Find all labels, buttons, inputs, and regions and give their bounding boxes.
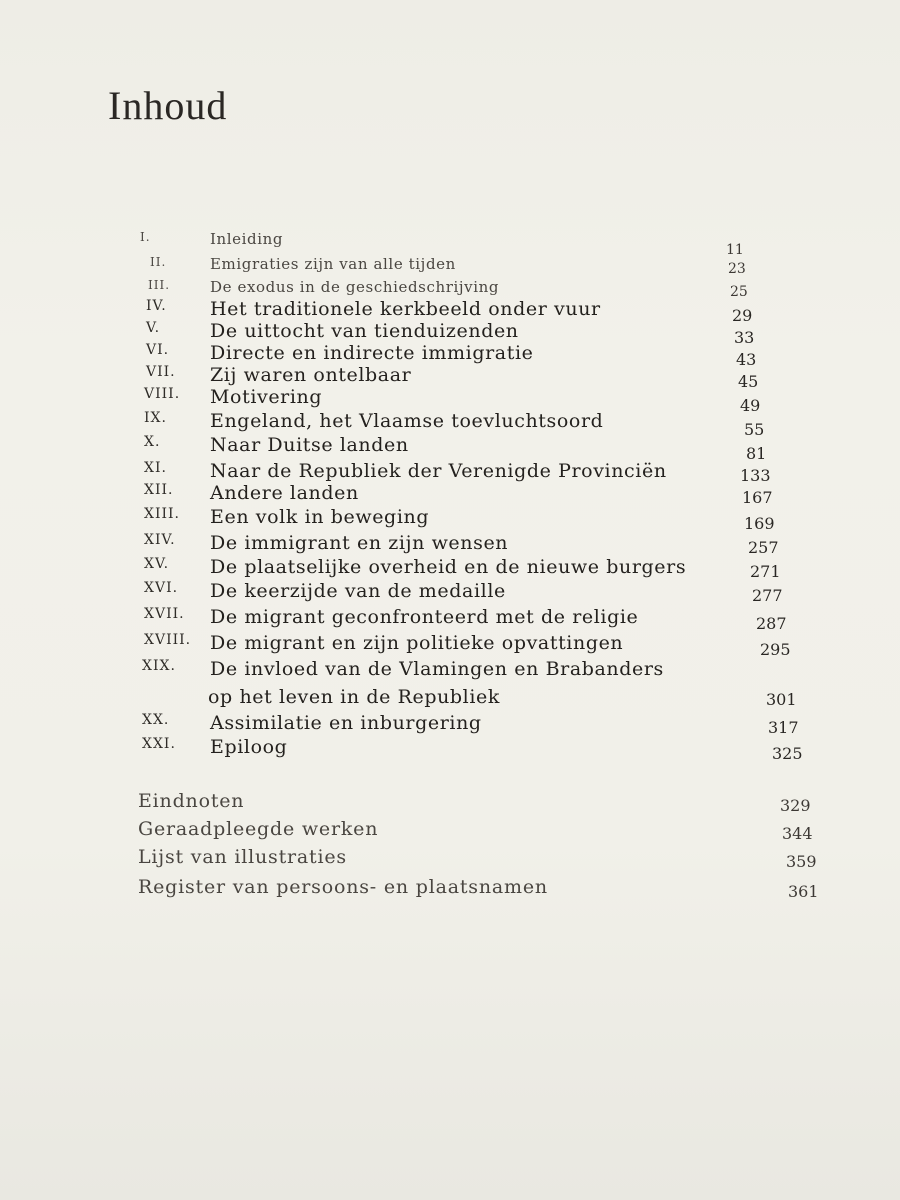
page-number: 43 [736,350,757,369]
chapter-title: Assimilatie en inburgering [210,712,482,734]
page-number: 257 [748,538,779,557]
chapter-number: XVI. [144,580,179,596]
chapter-title: Directe en indirecte immigratie [210,342,534,364]
page-number: 133 [740,466,771,485]
page-title: Inhoud [108,83,228,128]
chapter-title: Naar Duitse landen [210,434,409,456]
chapter-title: De migrant en zijn politieke opvattingen [210,632,624,654]
chapter-title: Andere landen [210,482,359,504]
page-number: 271 [750,562,781,581]
chapter-title: Epiloog [210,736,288,758]
chapter-number: IV. [146,298,167,314]
chapter-title: De migrant geconfronteerd met de religie [210,606,639,628]
chapter-title: Motivering [210,386,323,408]
chapter-number: VI. [146,342,170,358]
chapter-number: X. [144,434,161,450]
chapter-number: XIX. [142,658,176,674]
chapter-number: V. [146,320,161,336]
page-number: 49 [740,396,761,415]
page-number: 29 [732,306,753,325]
page-number: 23 [728,261,746,277]
chapter-title: Naar de Republiek der Verenigde Provinciën [210,460,667,482]
backmatter-title: Geraadpleegde werken [138,818,379,840]
page-number: 55 [744,420,765,439]
chapter-number: II. [150,255,167,269]
chapter-number: XVII. [144,606,185,622]
page-number: 344 [782,824,813,843]
page-number: 169 [744,514,775,533]
page-number: 325 [772,744,803,763]
chapter-title: De uittocht van tienduizenden [210,320,519,342]
chapter-title: Inleiding [210,230,284,248]
backmatter-title: Register van persoons- en plaatsnamen [138,876,548,898]
page-number: 81 [746,444,767,463]
chapter-number: XXI. [142,736,176,752]
chapter-number: VII. [146,364,176,380]
chapter-number: XI. [144,460,167,476]
chapter-title: De plaatselijke overheid en de nieuwe burgers [210,556,687,578]
backmatter-title: Eindnoten [138,790,245,812]
chapter-title: Zij waren ontelbaar [210,364,412,386]
chapter-number: VIII. [144,386,181,402]
chapter-title: Emigraties zijn van alle tijden [210,255,456,273]
chapter-title: Een volk in beweging [210,506,430,528]
page-number: 301 [766,690,797,709]
page-number: 277 [752,586,783,605]
chapter-number: XII. [144,482,174,498]
backmatter-title: Lijst van illustraties [138,846,347,868]
chapter-number: I. [140,230,151,244]
page-number: 45 [738,372,759,391]
page-number: 11 [726,242,744,258]
chapter-number: XIV. [144,532,176,548]
chapter-title: Het traditionele kerkbeeld onder vuur [210,298,601,320]
chapter-number: IX. [144,410,167,426]
chapter-title-continued: op het leven in de Republiek [208,686,500,708]
chapter-title: De immigrant en zijn wensen [210,532,509,554]
chapter-title: De exodus in de geschiedschrijving [210,278,500,296]
page-number: 25 [730,284,748,300]
page-number: 167 [742,488,773,507]
page-number: 359 [786,852,817,871]
chapter-number: XX. [142,712,170,728]
page-number: 361 [788,882,819,901]
chapter-number: XIII. [144,506,181,522]
chapter-number: XV. [144,556,170,572]
chapter-title: Engeland, het Vlaamse toevluchtsoord [210,410,604,432]
page-number: 33 [734,328,755,347]
chapter-title: De invloed van de Vlamingen en Brabanders [210,658,664,680]
page-number: 295 [760,640,791,659]
page-number: 287 [756,614,787,633]
page-number: 329 [780,796,811,815]
chapter-number: XVIII. [144,632,192,648]
chapter-title: De keerzijde van de medaille [210,580,506,602]
page-number: 317 [768,718,799,737]
chapter-number: III. [148,278,171,292]
